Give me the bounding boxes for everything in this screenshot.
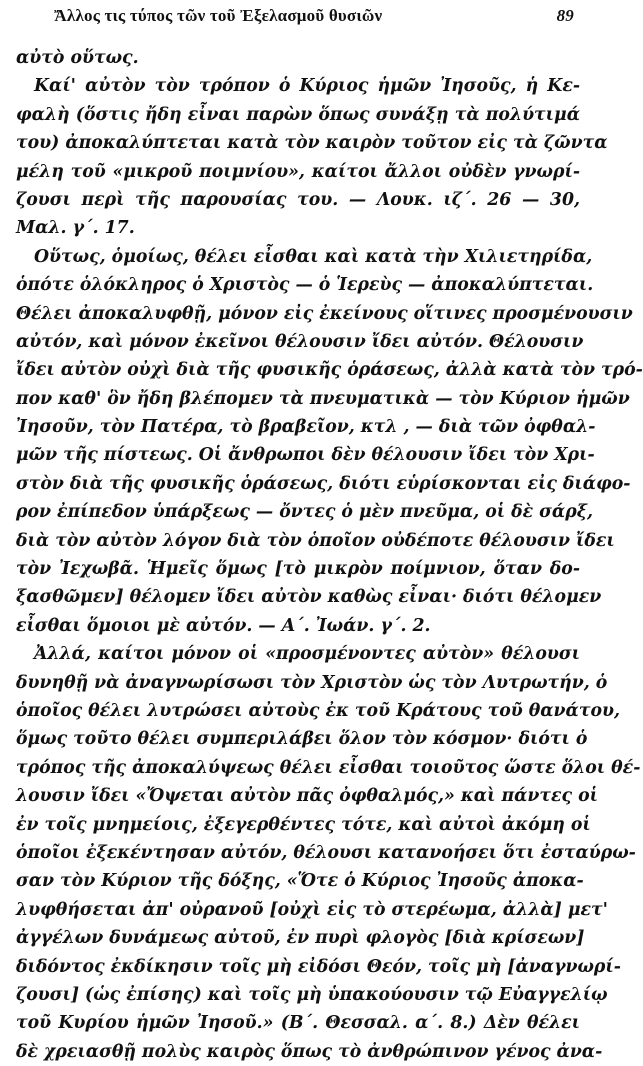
body-text bbox=[16, 44, 643, 1066]
text-line: Μαλ. γ΄. 17. bbox=[16, 218, 135, 239]
text-line: δυνηθῇ νὰ ἀναγνωρίσωσι τὸν Χριστὸν ὡς τὸν Λυτρωτήν, ὁ bbox=[16, 672, 608, 693]
text-line: ξασθῶμεν] θέλομεν ἴδει αὐτὸν καθὼς εἶναι· διότι θέλομεν bbox=[16, 587, 602, 608]
text-line: δὲ χρειασθῇ πολὺς καιρὸς ὅπως τὸ ἀνθρώπινον γένος ἀνα- bbox=[16, 1041, 603, 1062]
text-line: ζουσι περὶ τῆς παρουσίας του. — Λουκ. ιζ΄. 26 — 30, bbox=[16, 189, 580, 210]
text-line: εἶσθαι ὅμοιοι μὲ αὐτόν. — Α΄. Ἰωάν. γ΄. 2. bbox=[16, 615, 431, 636]
text-line: αὐτόν, καὶ μόνον ἐκεῖνοι θέλουσιν ἴδει αὐτόν. Θέλουσιν bbox=[16, 331, 584, 352]
text-line: μέλη τοῦ «μικροῦ ποιμνίου», καίτοι ἄλλοι οὐδὲν γνωρί- bbox=[16, 161, 580, 182]
text-line: ζουσι] (ὡς ἐπίσης) καὶ τοῖς μὴ ὑπακούουσιν τῷ Εὐαγγελίῳ bbox=[16, 984, 608, 1005]
text-line: ὁποῖος θέλει λυτρώσει αὐτοὺς ἐκ τοῦ Κράτους τοῦ θανάτου, bbox=[16, 700, 621, 721]
text-line: φαλὴ (ὅστις ἤδη εἶναι παρὼν ὅπως συνάξῃ τὰ πολύτιμά bbox=[16, 104, 580, 125]
text-line: στὸν διὰ τῆς φυσικῆς ὁράσεως, διότι εὑρίσκονται εἰς διάφο- bbox=[16, 473, 631, 494]
running-title: Ἄλλος τις τύπος τῶν τοῦ Ἐξελασμοῦ θυσιῶν bbox=[54, 6, 383, 25]
text-line: ἀγγέλων δυνάμεως αὐτοῦ, ἐν πυρὶ φλογὸς [διὰ κρίσεων] bbox=[16, 928, 585, 949]
text-line: Οὕτως, ὁμοίως, θέλει εἶσθαι καὶ κατὰ τὴν Χιλιετηρίδα, bbox=[34, 246, 593, 267]
page-header bbox=[16, 6, 580, 30]
text-line: τὸν Ἰεχωβᾶ. Ἡμεῖς ὅμως [τὸ μικρὸν ποίμνιον, ὅταν δο- bbox=[16, 559, 580, 580]
text-line: σαν τὸν Κύριον τῆς δόξης, «Ὅτε ὁ Κύριος Ἰησοῦς ἀποκα- bbox=[16, 871, 584, 892]
text-line: αὐτὸ οὕτως. bbox=[16, 48, 139, 68]
text-line: Θέλει ἀποκαλυφθῇ, μόνον εἰς ἐκείνους οἵτινες προσμένουσιν bbox=[16, 303, 633, 324]
text-line: Ἀλλά, καίτοι μόνον οἱ «προσμένοντες αὐτὸν» θέλουσι bbox=[34, 644, 580, 665]
text-line: τρόπος τῆς ἀποκαλύψεως θέλει εἶσθαι τοιοῦτος ὥστε ὅλοι θέ- bbox=[16, 757, 641, 778]
text-line: ρον ἐπίπεδον ὑπάρξεως — ὄντες ὁ μὲν πνεῦμα, οἱ δὲ σάρξ, bbox=[16, 502, 593, 523]
text-line: ὁποῖοι ἐξεκέντησαν αὐτόν, θέλουσι κατανοήσει ὅτι ἐσταύρω- bbox=[16, 842, 636, 863]
text-line: λυφθήσεται ἀπ' οὐρανοῦ [οὐχὶ εἰς τὸ στερέωμα, ἀλλὰ] μετ' bbox=[16, 899, 608, 920]
page-number: 89 bbox=[556, 6, 574, 25]
text-line: μῶν τῆς πίστεως. Οἱ ἄνθρωποι δὲν θέλουσιν ἴδει τὸν Χρι- bbox=[16, 445, 595, 466]
text-line: τοῦ Κυρίου ἡμῶν Ἰησοῦ.» (Β΄. Θεσσαλ. α΄. 8.) Δὲν θέλει bbox=[16, 1013, 580, 1034]
text-line: διδόντος ἐκδίκησιν τοῖς μὴ εἰδόσι Θεόν, τοῖς μὴ [ἀναγνωρί- bbox=[16, 956, 621, 977]
text-line: διὰ τὸν αὐτὸν λόγον διὰ τὸν ὁποῖον οὐδέποτε θέλουσιν ἴδει bbox=[16, 530, 615, 551]
text-line: ὅμως τοῦτο θέλει συμπεριλάβει ὅλον τὸν κόσμον· διότι ὁ bbox=[16, 729, 588, 750]
text-line: ὁπότε ὁλόκληρος ὁ Χριστὸς — ὁ Ἱερεὺς — ἀποκαλύπτεται. bbox=[16, 275, 594, 296]
text-line: λουσιν ἴδει «Ὄψεται αὐτὸν πᾶς ὀφθαλμός,» καὶ πάντες οἱ bbox=[16, 786, 598, 807]
text-line: πον καθ' ὃν ἤδη βλέπομεν τὰ πνευματικὰ — τὸν Κύριον ἡμῶν bbox=[16, 388, 630, 409]
text-line: Καί' αὐτὸν τὸν τρόπον ὁ Κύριος ἡμῶν Ἰησοῦς, ἡ Κε- bbox=[34, 76, 580, 97]
text-line: Ἰησοῦν, τὸν Πατέρα, τὸ βραβεῖον, κτλ , — διὰ τῶν ὀφθαλ- bbox=[16, 417, 596, 438]
text-line: ἐν τοῖς μνημείοις, ἐξεγερθέντες τότε, καὶ αὐτοὶ ἀκόμη οἱ bbox=[16, 814, 591, 835]
text-line: του) ἀποκαλύπτεται κατὰ τὸν καιρὸν τοῦτον εἰς τὰ ζῶντα bbox=[16, 133, 608, 154]
text-line: ἴδει αὐτὸν οὐχὶ διὰ τῆς φυσικῆς ὁράσεως, ἀλλὰ κατὰ τὸν τρό- bbox=[16, 360, 643, 381]
